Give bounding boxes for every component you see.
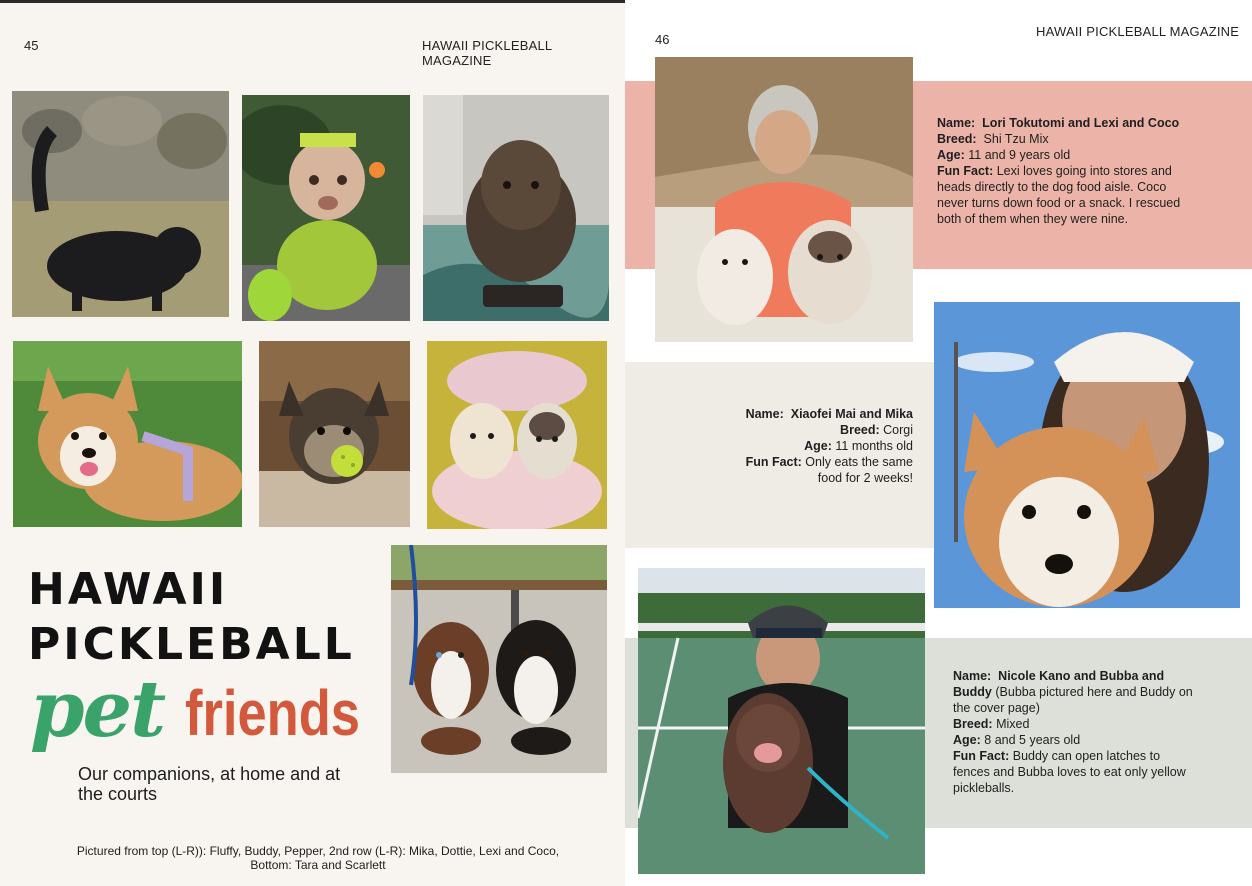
name-label: Name: bbox=[953, 669, 992, 683]
page-number: 45 bbox=[24, 38, 39, 53]
photo-mika[interactable] bbox=[13, 341, 242, 527]
caption-line-2: Bottom: Tara and Scarlett bbox=[250, 858, 386, 872]
age-label: Age: bbox=[953, 733, 981, 747]
profile-2-text bbox=[735, 406, 913, 486]
fun-fact-value: Only eats the same food for 2 weeks! bbox=[805, 455, 913, 485]
title-line-1: HAWAII bbox=[28, 564, 229, 615]
title-pet-word: pet bbox=[30, 664, 165, 755]
photo-fluffy[interactable] bbox=[12, 91, 229, 317]
age-value: 11 and 9 years old bbox=[968, 148, 1071, 162]
magazine-header: HAWAII PICKLEBALL MAGAZINE bbox=[422, 38, 552, 68]
breed-value: Corgi bbox=[883, 423, 913, 437]
profile-name-extra: (Bubba pictured here and Buddy on the cover page) bbox=[953, 685, 1193, 715]
photo-nicole-bubba[interactable] bbox=[638, 568, 925, 874]
page-number: 46 bbox=[655, 32, 670, 47]
age-label: Age: bbox=[937, 148, 965, 162]
breed-label: Breed: bbox=[937, 132, 977, 146]
profile-name: Lori Tokutomi and Lexi and Coco bbox=[982, 116, 1180, 130]
magazine-header: HAWAII PICKLEBALL MAGAZINE bbox=[1036, 24, 1240, 39]
left-page bbox=[0, 0, 625, 886]
profile-name: Nicole Kano and Bubba and Buddy bbox=[953, 669, 1165, 699]
photo-buddy[interactable] bbox=[242, 95, 410, 321]
fun-fact-value: Buddy can open latches to fences and Bubba loves to eat only yellow pickleballs. bbox=[953, 749, 1186, 795]
photo-lexi-coco[interactable] bbox=[427, 341, 607, 529]
subtitle: Our companions, at home and at the courts bbox=[78, 764, 341, 804]
breed-value: Mixed bbox=[996, 717, 1030, 731]
photo-dottie[interactable] bbox=[259, 341, 410, 527]
photo-caption bbox=[58, 844, 578, 872]
profile-3-text bbox=[953, 668, 1193, 796]
breed-label: Breed: bbox=[840, 423, 880, 437]
title-friends-word: friends bbox=[185, 677, 360, 749]
fun-fact-label: Fun Fact: bbox=[953, 749, 1010, 763]
age-label: Age: bbox=[804, 439, 832, 453]
photo-xiaofei-mika[interactable] bbox=[934, 302, 1240, 608]
photo-pepper[interactable] bbox=[423, 95, 609, 321]
fun-fact-label: Fun Fact: bbox=[937, 164, 994, 178]
photo-tara-scarlett[interactable] bbox=[391, 545, 607, 773]
name-label: Name: bbox=[745, 407, 784, 421]
photo-lori-lexi-coco[interactable] bbox=[655, 57, 913, 342]
caption-line-1: Pictured from top (L-R)): Fluffy, Buddy, Pepper, 2nd row (L-R): Mika, Dottie, Lexi and Coco, bbox=[76, 844, 560, 858]
title-line-2: PICKLEBALL bbox=[28, 619, 355, 670]
breed-value: Shi Tzu Mix bbox=[983, 132, 1049, 146]
name-label: Name: bbox=[937, 116, 976, 130]
profile-name: Xiaofei Mai and Mika bbox=[790, 407, 913, 421]
age-value: 11 months old bbox=[835, 439, 913, 453]
age-value: 8 and 5 years old bbox=[984, 733, 1081, 747]
fun-fact-value: Lexi loves going into stores and heads directly to the dog food aisle. Coco never turns down food or a snack. I rescued both of them when they were nine. bbox=[937, 164, 1181, 226]
right-page bbox=[625, 0, 1252, 886]
fun-fact-label: Fun Fact: bbox=[745, 455, 802, 469]
breed-label: Breed: bbox=[953, 717, 993, 731]
profile-1-text bbox=[937, 115, 1187, 227]
